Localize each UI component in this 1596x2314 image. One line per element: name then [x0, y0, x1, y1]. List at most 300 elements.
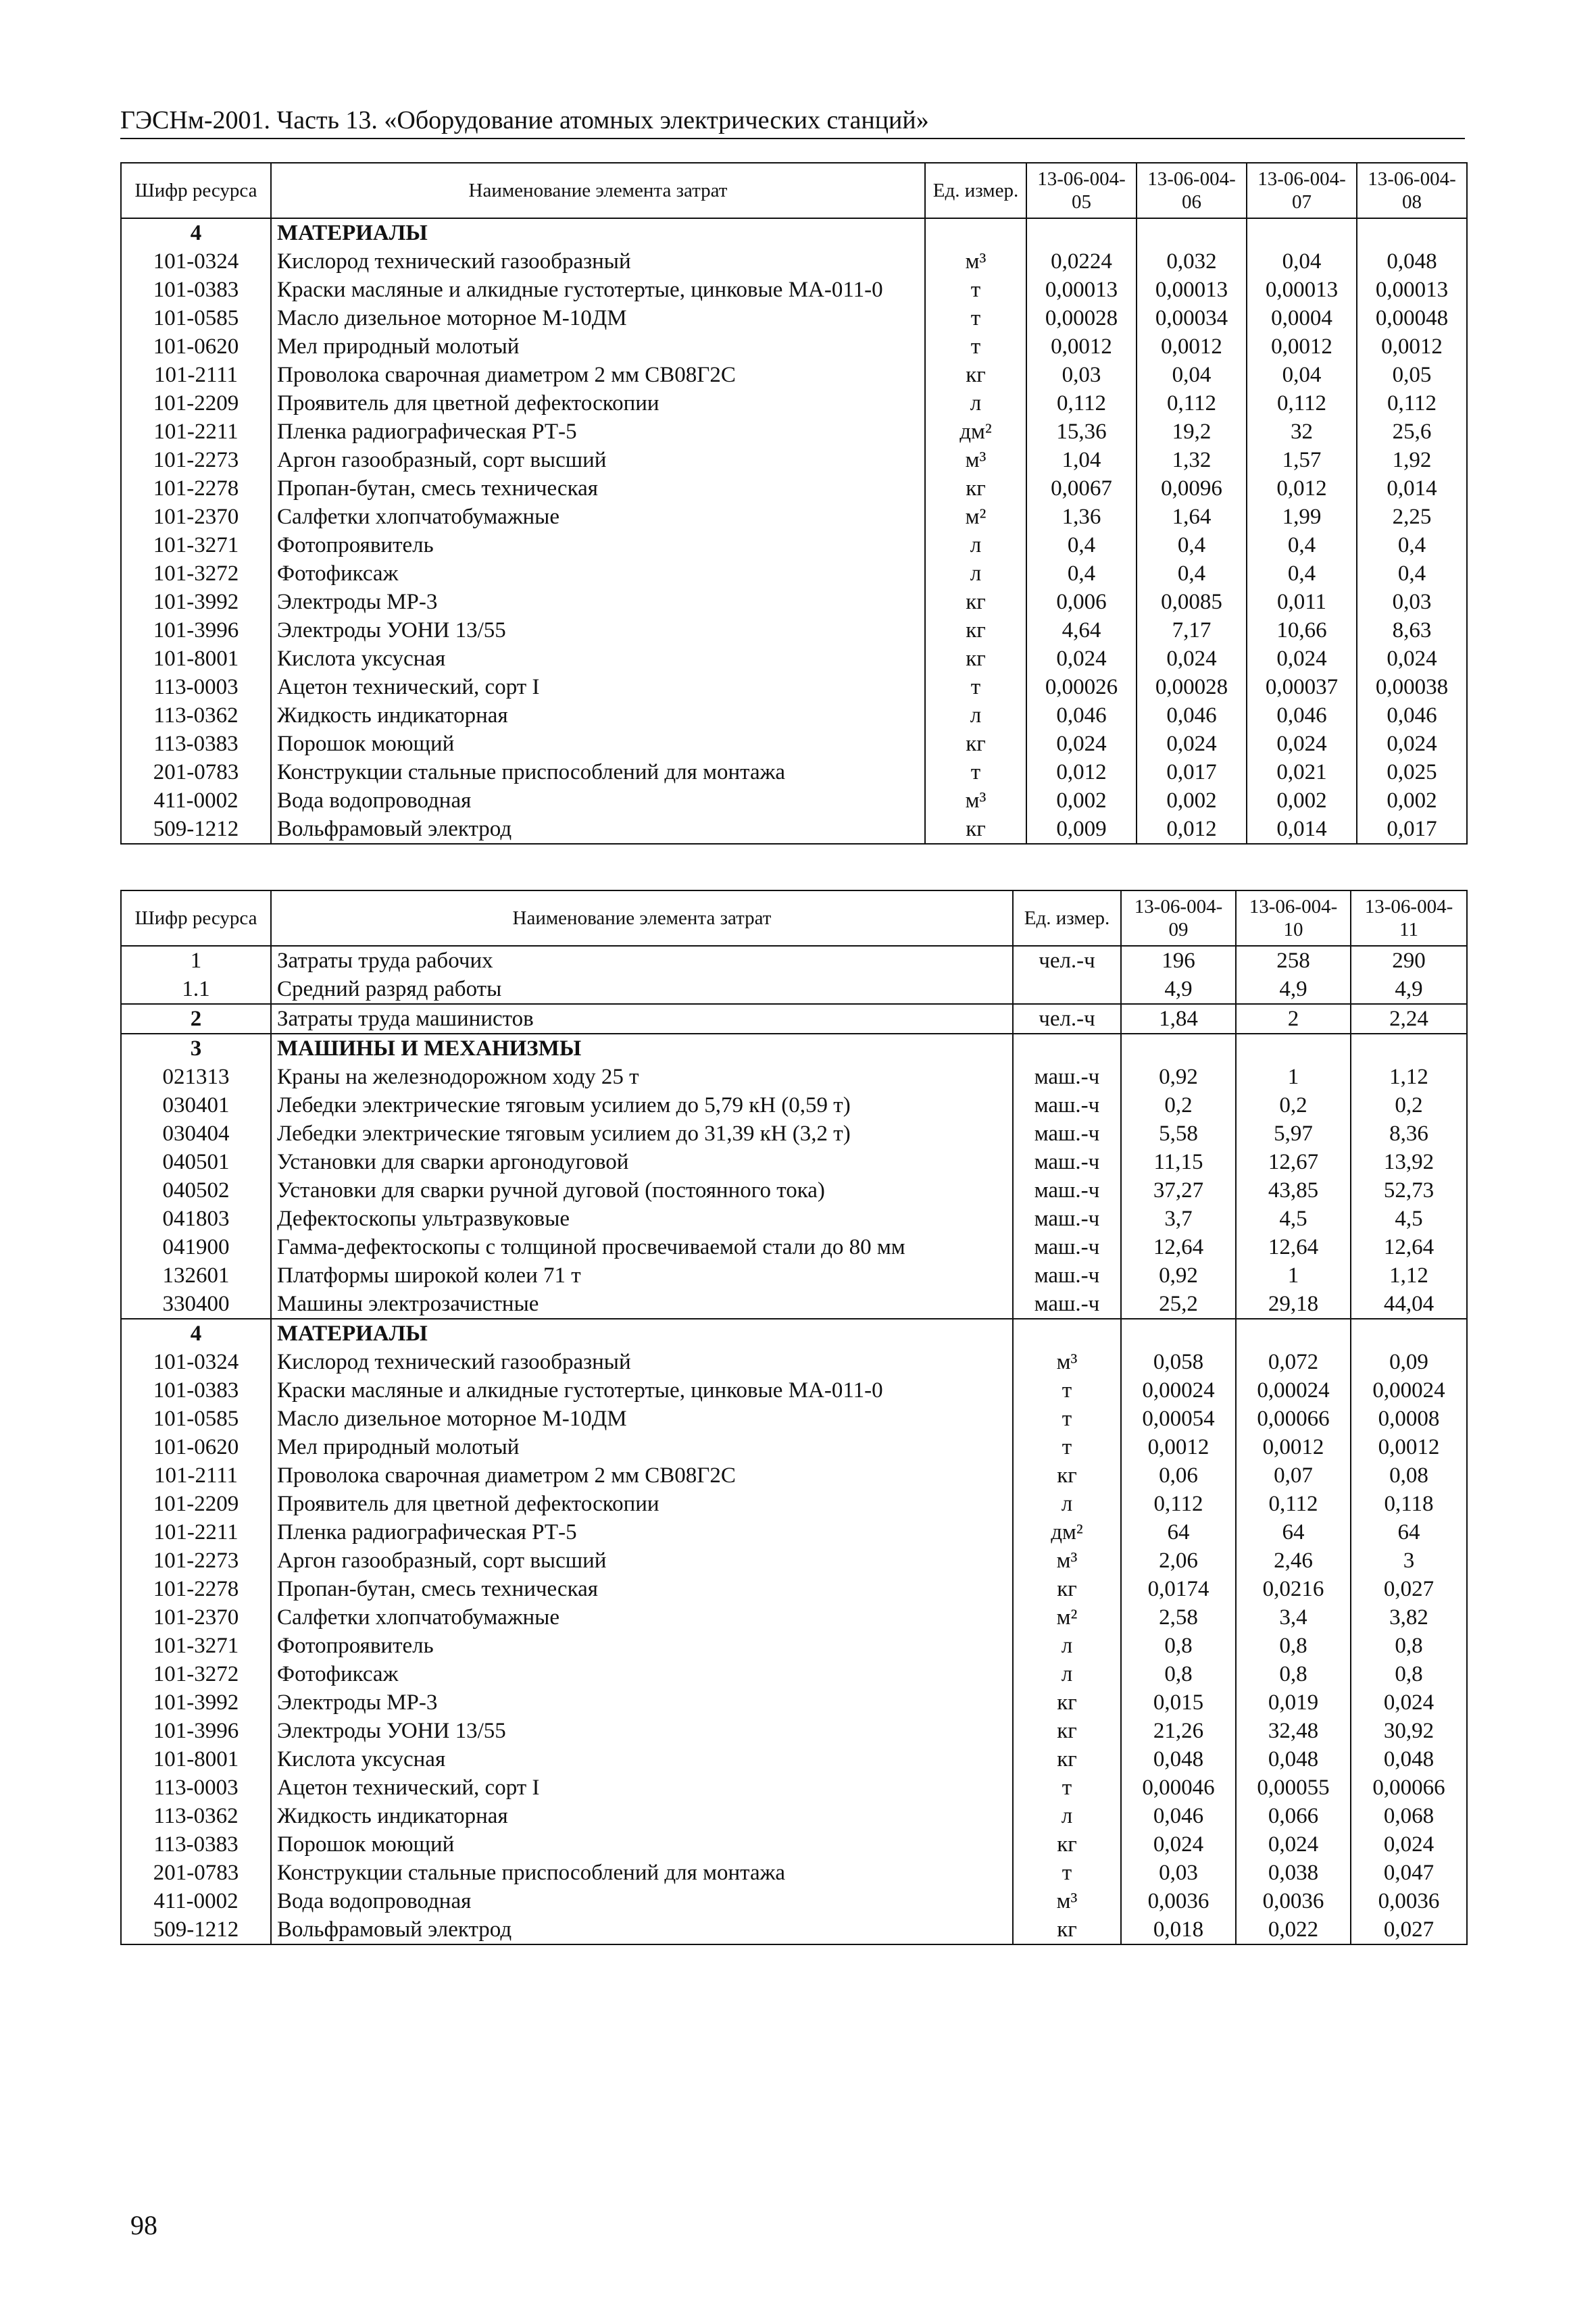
value — [1026, 218, 1137, 247]
resource-code: 3 — [121, 1034, 271, 1063]
resource-code: 101-3272 — [121, 1660, 271, 1688]
element-name: Мел природный молотый — [271, 332, 925, 361]
unit — [1013, 975, 1121, 1004]
table-row — [121, 1176, 1467, 1205]
unit: м³ — [1013, 1348, 1121, 1376]
value: 0,4 — [1137, 531, 1247, 559]
value: 0,00046 — [1121, 1774, 1236, 1802]
header-element-name: Наименование элемента затрат — [271, 890, 1013, 946]
value: 25,2 — [1121, 1290, 1236, 1319]
value: 0,0012 — [1351, 1433, 1467, 1461]
header-resource-code: Шифр ресурса — [121, 890, 271, 946]
resource-code: 101-2278 — [121, 1575, 271, 1603]
value: 0,112 — [1236, 1490, 1351, 1518]
value: 0,025 — [1357, 758, 1467, 786]
value: 0,00013 — [1357, 276, 1467, 304]
unit: кг — [1013, 1915, 1121, 1944]
value: 0,2 — [1351, 1091, 1467, 1120]
element-name: Конструкции стальные приспособлений для монтажа — [271, 1859, 1013, 1887]
value: 1 — [1236, 1063, 1351, 1091]
value: 0,4 — [1026, 559, 1137, 588]
header-col: 13-06-004-05 — [1026, 163, 1137, 218]
value: 52,73 — [1351, 1176, 1467, 1205]
value: 0,0012 — [1357, 332, 1467, 361]
value: 0,0008 — [1351, 1405, 1467, 1433]
value: 4,64 — [1026, 616, 1137, 645]
table-row — [121, 1546, 1467, 1575]
table-row — [121, 332, 1467, 361]
table-row — [121, 1433, 1467, 1461]
value: 12,64 — [1351, 1233, 1467, 1261]
unit: т — [1013, 1376, 1121, 1405]
resource-code: 411-0002 — [121, 786, 271, 815]
table-row — [121, 1688, 1467, 1717]
element-name: Гамма-дефектоскопы с толщиной просвечиваемой стали до 80 мм — [271, 1233, 1013, 1261]
value: 0,4 — [1026, 531, 1137, 559]
element-name: Фотофиксаж — [271, 559, 925, 588]
value: 7,17 — [1137, 616, 1247, 645]
element-name: Салфетки хлопчатобумажные — [271, 503, 925, 531]
value: 0,014 — [1247, 815, 1357, 844]
value: 8,63 — [1357, 616, 1467, 645]
value: 0,05 — [1357, 361, 1467, 389]
value: 5,58 — [1121, 1120, 1236, 1148]
value: 0,03 — [1121, 1859, 1236, 1887]
value: 0,048 — [1121, 1745, 1236, 1774]
element-name: Кислород технический газообразный — [271, 247, 925, 276]
element-name: Пропан-бутан, смесь техническая — [271, 474, 925, 503]
unit: т — [1013, 1774, 1121, 1802]
unit: м³ — [1013, 1546, 1121, 1575]
value: 19,2 — [1137, 418, 1247, 446]
table-row — [121, 503, 1467, 531]
section-row — [121, 218, 1467, 247]
unit: кг — [1013, 1461, 1121, 1490]
value: 0,00054 — [1121, 1405, 1236, 1433]
unit: маш.-ч — [1013, 1205, 1121, 1233]
header-col: 13-06-004-07 — [1247, 163, 1357, 218]
unit: м³ — [925, 247, 1026, 276]
table-row — [121, 418, 1467, 446]
value: 196 — [1121, 946, 1236, 975]
element-name: Мел природный молотый — [271, 1433, 1013, 1461]
table-row — [121, 1063, 1467, 1091]
value: 0,07 — [1236, 1461, 1351, 1490]
value: 0,4 — [1137, 559, 1247, 588]
value: 32 — [1247, 418, 1357, 446]
value: 0,00066 — [1236, 1405, 1351, 1433]
header-resource-code: Шифр ресурса — [121, 163, 271, 218]
unit: кг — [925, 474, 1026, 503]
resource-code: 113-0383 — [121, 730, 271, 758]
unit: маш.-ч — [1013, 1063, 1121, 1091]
unit: маш.-ч — [1013, 1091, 1121, 1120]
unit: л — [1013, 1802, 1121, 1830]
value: 0,024 — [1247, 730, 1357, 758]
value: 0,112 — [1026, 389, 1137, 418]
element-name: Краски масляные и алкидные густотертые, цинковые МА-011-0 — [271, 1376, 1013, 1405]
table-row — [121, 1233, 1467, 1261]
value: 0,4 — [1247, 559, 1357, 588]
table-row — [121, 276, 1467, 304]
table-row — [121, 1717, 1467, 1745]
value: 1,84 — [1121, 1004, 1236, 1034]
unit: дм² — [925, 418, 1026, 446]
resource-code: 101-2273 — [121, 446, 271, 474]
element-name: Порошок моющий — [271, 1830, 1013, 1859]
table-row — [121, 786, 1467, 815]
value: 0,0036 — [1121, 1887, 1236, 1915]
value: 0,00024 — [1236, 1376, 1351, 1405]
value: 0,0067 — [1026, 474, 1137, 503]
value: 0,0036 — [1351, 1887, 1467, 1915]
value: 0,046 — [1357, 701, 1467, 730]
resource-code: 101-2111 — [121, 361, 271, 389]
unit: маш.-ч — [1013, 1261, 1121, 1290]
table-row — [121, 1290, 1467, 1319]
table-row — [121, 474, 1467, 503]
value: 4,9 — [1351, 975, 1467, 1004]
value: 2,06 — [1121, 1546, 1236, 1575]
element-name: МАТЕРИАЛЫ — [271, 218, 925, 247]
value: 0,002 — [1137, 786, 1247, 815]
table-row — [121, 946, 1467, 975]
value: 25,6 — [1357, 418, 1467, 446]
value: 0,066 — [1236, 1802, 1351, 1830]
table-row — [121, 673, 1467, 701]
element-name: Платформы широкой колеи 71 т — [271, 1261, 1013, 1290]
table-row — [121, 361, 1467, 389]
unit: кг — [925, 361, 1026, 389]
resource-code: 101-3996 — [121, 616, 271, 645]
resource-code: 101-2209 — [121, 389, 271, 418]
resource-code: 041803 — [121, 1205, 271, 1233]
table-row — [121, 1802, 1467, 1830]
element-name: Вольфрамовый электрод — [271, 815, 925, 844]
resource-code: 113-0362 — [121, 1802, 271, 1830]
resource-code: 101-2211 — [121, 1518, 271, 1546]
value: 4,5 — [1351, 1205, 1467, 1233]
value: 0,038 — [1236, 1859, 1351, 1887]
resource-code: 101-8001 — [121, 645, 271, 673]
unit: т — [925, 758, 1026, 786]
value: 0,06 — [1121, 1461, 1236, 1490]
value — [1121, 1319, 1236, 1348]
value: 2,46 — [1236, 1546, 1351, 1575]
table-row — [121, 1575, 1467, 1603]
value: 0,024 — [1236, 1830, 1351, 1859]
value: 4,9 — [1121, 975, 1236, 1004]
resource-code: 101-3992 — [121, 1688, 271, 1717]
value: 0,024 — [1357, 730, 1467, 758]
value: 0,046 — [1137, 701, 1247, 730]
table-row — [121, 758, 1467, 786]
value: 0,03 — [1357, 588, 1467, 616]
table-row — [121, 1376, 1467, 1405]
table-row — [121, 304, 1467, 332]
unit: т — [1013, 1405, 1121, 1433]
value: 37,27 — [1121, 1176, 1236, 1205]
resource-code: 201-0783 — [121, 1859, 271, 1887]
value: 3 — [1351, 1546, 1467, 1575]
header-col: 13-06-004-09 — [1121, 890, 1236, 946]
resource-code: 040501 — [121, 1148, 271, 1176]
resource-code: 113-0362 — [121, 701, 271, 730]
element-name: Ацетон технический, сорт I — [271, 673, 925, 701]
header-col: 13-06-004-11 — [1351, 890, 1467, 946]
value: 1 — [1236, 1261, 1351, 1290]
value: 64 — [1121, 1518, 1236, 1546]
resource-code: 2 — [121, 1004, 271, 1034]
unit: кг — [925, 616, 1026, 645]
unit: л — [925, 531, 1026, 559]
value: 1,57 — [1247, 446, 1357, 474]
value: 0,00037 — [1247, 673, 1357, 701]
value: 12,64 — [1236, 1233, 1351, 1261]
value: 0,112 — [1247, 389, 1357, 418]
value: 4,5 — [1236, 1205, 1351, 1233]
header-col: 13-06-004-08 — [1357, 163, 1467, 218]
element-name: Фотопроявитель — [271, 1632, 1013, 1660]
value: 0,03 — [1026, 361, 1137, 389]
table-row — [121, 730, 1467, 758]
value: 10,66 — [1247, 616, 1357, 645]
section-row — [121, 1319, 1467, 1348]
value: 0,112 — [1357, 389, 1467, 418]
element-name: Вольфрамовый электрод — [271, 1915, 1013, 1944]
value: 0,024 — [1026, 730, 1137, 758]
value: 0,024 — [1351, 1830, 1467, 1859]
element-name: Проволока сварочная диаметром 2 мм СВ08Г2С — [271, 1461, 1013, 1490]
value: 0,024 — [1357, 645, 1467, 673]
value: 0,0012 — [1121, 1433, 1236, 1461]
value: 0,00024 — [1121, 1376, 1236, 1405]
unit: м³ — [925, 446, 1026, 474]
table-row — [121, 531, 1467, 559]
unit: маш.-ч — [1013, 1120, 1121, 1148]
value: 0,00048 — [1357, 304, 1467, 332]
resource-code: 101-3996 — [121, 1717, 271, 1745]
value: 0,08 — [1351, 1461, 1467, 1490]
element-name: Пленка радиографическая РТ-5 — [271, 1518, 1013, 1546]
table-row — [121, 588, 1467, 616]
element-name: Кислота уксусная — [271, 1745, 1013, 1774]
resource-code: 101-2211 — [121, 418, 271, 446]
unit: маш.-ч — [1013, 1148, 1121, 1176]
value: 0,0012 — [1247, 332, 1357, 361]
resource-code: 201-0783 — [121, 758, 271, 786]
table-row — [121, 975, 1467, 1004]
value: 0,046 — [1026, 701, 1137, 730]
value: 43,85 — [1236, 1176, 1351, 1205]
value: 0,00013 — [1026, 276, 1137, 304]
resource-code: 509-1212 — [121, 815, 271, 844]
unit: т — [1013, 1859, 1121, 1887]
value: 2,24 — [1351, 1004, 1467, 1034]
value: 0,2 — [1236, 1091, 1351, 1120]
value: 0,4 — [1357, 531, 1467, 559]
unit: чел.-ч — [1013, 946, 1121, 975]
value: 0,0004 — [1247, 304, 1357, 332]
element-name: Краски масляные и алкидные густотертые, цинковые МА-011-0 — [271, 276, 925, 304]
section-row — [121, 1034, 1467, 1063]
table-row — [121, 1632, 1467, 1660]
value: 0,002 — [1026, 786, 1137, 815]
value: 0,04 — [1137, 361, 1247, 389]
resource-code: 132601 — [121, 1261, 271, 1290]
value: 64 — [1351, 1518, 1467, 1546]
element-name: Проявитель для цветной дефектоскопии — [271, 1490, 1013, 1518]
value: 0,8 — [1236, 1632, 1351, 1660]
element-name: Кислота уксусная — [271, 645, 925, 673]
value: 11,15 — [1121, 1148, 1236, 1176]
resource-code: 101-0585 — [121, 304, 271, 332]
element-name: Вода водопроводная — [271, 786, 925, 815]
value: 0,024 — [1351, 1688, 1467, 1717]
element-name: Дефектоскопы ультразвуковые — [271, 1205, 1013, 1233]
unit: л — [925, 559, 1026, 588]
value: 0,032 — [1137, 247, 1247, 276]
value: 1,04 — [1026, 446, 1137, 474]
resource-code: 101-0324 — [121, 1348, 271, 1376]
value: 0,015 — [1121, 1688, 1236, 1717]
table-row — [121, 1745, 1467, 1774]
unit: маш.-ч — [1013, 1176, 1121, 1205]
unit: кг — [925, 588, 1026, 616]
table-row — [121, 645, 1467, 673]
unit: кг — [925, 645, 1026, 673]
unit: маш.-ч — [1013, 1290, 1121, 1319]
unit: т — [925, 332, 1026, 361]
table-row — [121, 247, 1467, 276]
resource-code: 113-0383 — [121, 1830, 271, 1859]
element-name: Краны на железнодорожном ходу 25 т — [271, 1063, 1013, 1091]
element-name: Конструкции стальные приспособлений для монтажа — [271, 758, 925, 786]
table-row — [121, 1859, 1467, 1887]
value: 0,021 — [1247, 758, 1357, 786]
element-name: Машины электрозачистные — [271, 1290, 1013, 1319]
unit: т — [925, 673, 1026, 701]
page-number: 98 — [130, 2210, 157, 2240]
resource-code: 101-2370 — [121, 1603, 271, 1632]
value: 0,0216 — [1236, 1575, 1351, 1603]
resource-code: 1 — [121, 946, 271, 975]
value: 0,00034 — [1137, 304, 1247, 332]
table-row — [121, 389, 1467, 418]
unit: кг — [925, 730, 1026, 758]
value: 0,024 — [1247, 645, 1357, 673]
element-name: Установки для сварки аргонодуговой — [271, 1148, 1013, 1176]
resource-code: 1.1 — [121, 975, 271, 1004]
resource-code: 101-8001 — [121, 1745, 271, 1774]
value: 1,99 — [1247, 503, 1357, 531]
value: 13,92 — [1351, 1148, 1467, 1176]
value — [1137, 218, 1247, 247]
value: 1,36 — [1026, 503, 1137, 531]
element-name: Аргон газообразный, сорт высший — [271, 446, 925, 474]
unit: т — [925, 304, 1026, 332]
table-row — [121, 1603, 1467, 1632]
table-row — [121, 616, 1467, 645]
table-row — [121, 1660, 1467, 1688]
value: 1,12 — [1351, 1063, 1467, 1091]
table-row — [121, 1887, 1467, 1915]
element-name: Средний разряд работы — [271, 975, 1013, 1004]
value: 29,18 — [1236, 1290, 1351, 1319]
value: 3,4 — [1236, 1603, 1351, 1632]
resource-code: 101-3272 — [121, 559, 271, 588]
value: 0,92 — [1121, 1063, 1236, 1091]
value: 1,32 — [1137, 446, 1247, 474]
value: 1,12 — [1351, 1261, 1467, 1290]
resource-table-2 — [120, 890, 1468, 1945]
resource-code: 101-0620 — [121, 1433, 271, 1461]
value: 0,014 — [1357, 474, 1467, 503]
value: 0,011 — [1247, 588, 1357, 616]
resource-table-1 — [120, 162, 1468, 845]
value: 0,8 — [1121, 1660, 1236, 1688]
page-header: ГЭСНм-2001. Часть 13. «Оборудование атомных электрических станций» — [120, 105, 1465, 139]
value: 0,8 — [1121, 1632, 1236, 1660]
element-name: Лебедки электрические тяговым усилием до 5,79 кН (0,59 т) — [271, 1091, 1013, 1120]
table-row — [121, 1490, 1467, 1518]
element-name: Кислород технический газообразный — [271, 1348, 1013, 1376]
unit: м³ — [925, 786, 1026, 815]
unit — [1013, 1319, 1121, 1348]
value: 0,019 — [1236, 1688, 1351, 1717]
resource-code: 101-3271 — [121, 531, 271, 559]
value: 1,92 — [1357, 446, 1467, 474]
table-row — [121, 701, 1467, 730]
value: 258 — [1236, 946, 1351, 975]
table-row — [121, 1830, 1467, 1859]
element-name: Масло дизельное моторное М-10ДМ — [271, 1405, 1013, 1433]
value: 0,00013 — [1247, 276, 1357, 304]
value — [1351, 1034, 1467, 1063]
value: 0,024 — [1026, 645, 1137, 673]
unit: т — [1013, 1433, 1121, 1461]
value: 0,00066 — [1351, 1774, 1467, 1802]
value — [1236, 1319, 1351, 1348]
value: 0,8 — [1351, 1660, 1467, 1688]
element-name: Электроды МР-3 — [271, 1688, 1013, 1717]
element-name: МАШИНЫ И МЕХАНИЗМЫ — [271, 1034, 1013, 1063]
value — [1247, 218, 1357, 247]
value: 0,0012 — [1137, 332, 1247, 361]
resource-code: 101-3992 — [121, 588, 271, 616]
resource-code: 411-0002 — [121, 1887, 271, 1915]
unit: кг — [1013, 1717, 1121, 1745]
table-row — [121, 1405, 1467, 1433]
resource-code: 101-0324 — [121, 247, 271, 276]
unit: чел.-ч — [1013, 1004, 1121, 1034]
unit: л — [925, 701, 1026, 730]
value: 0,00028 — [1026, 304, 1137, 332]
element-name: Лебедки электрические тяговым усилием до 31,39 кН (3,2 т) — [271, 1120, 1013, 1148]
value: 0,047 — [1351, 1859, 1467, 1887]
value: 0,112 — [1137, 389, 1247, 418]
unit: л — [1013, 1490, 1121, 1518]
value: 12,67 — [1236, 1148, 1351, 1176]
resource-code: 101-2209 — [121, 1490, 271, 1518]
value: 0,027 — [1351, 1915, 1467, 1944]
unit — [1013, 1034, 1121, 1063]
value: 0,0224 — [1026, 247, 1137, 276]
table-row — [121, 1261, 1467, 1290]
value: 5,97 — [1236, 1120, 1351, 1148]
value: 4,9 — [1236, 975, 1351, 1004]
value: 1,64 — [1137, 503, 1247, 531]
